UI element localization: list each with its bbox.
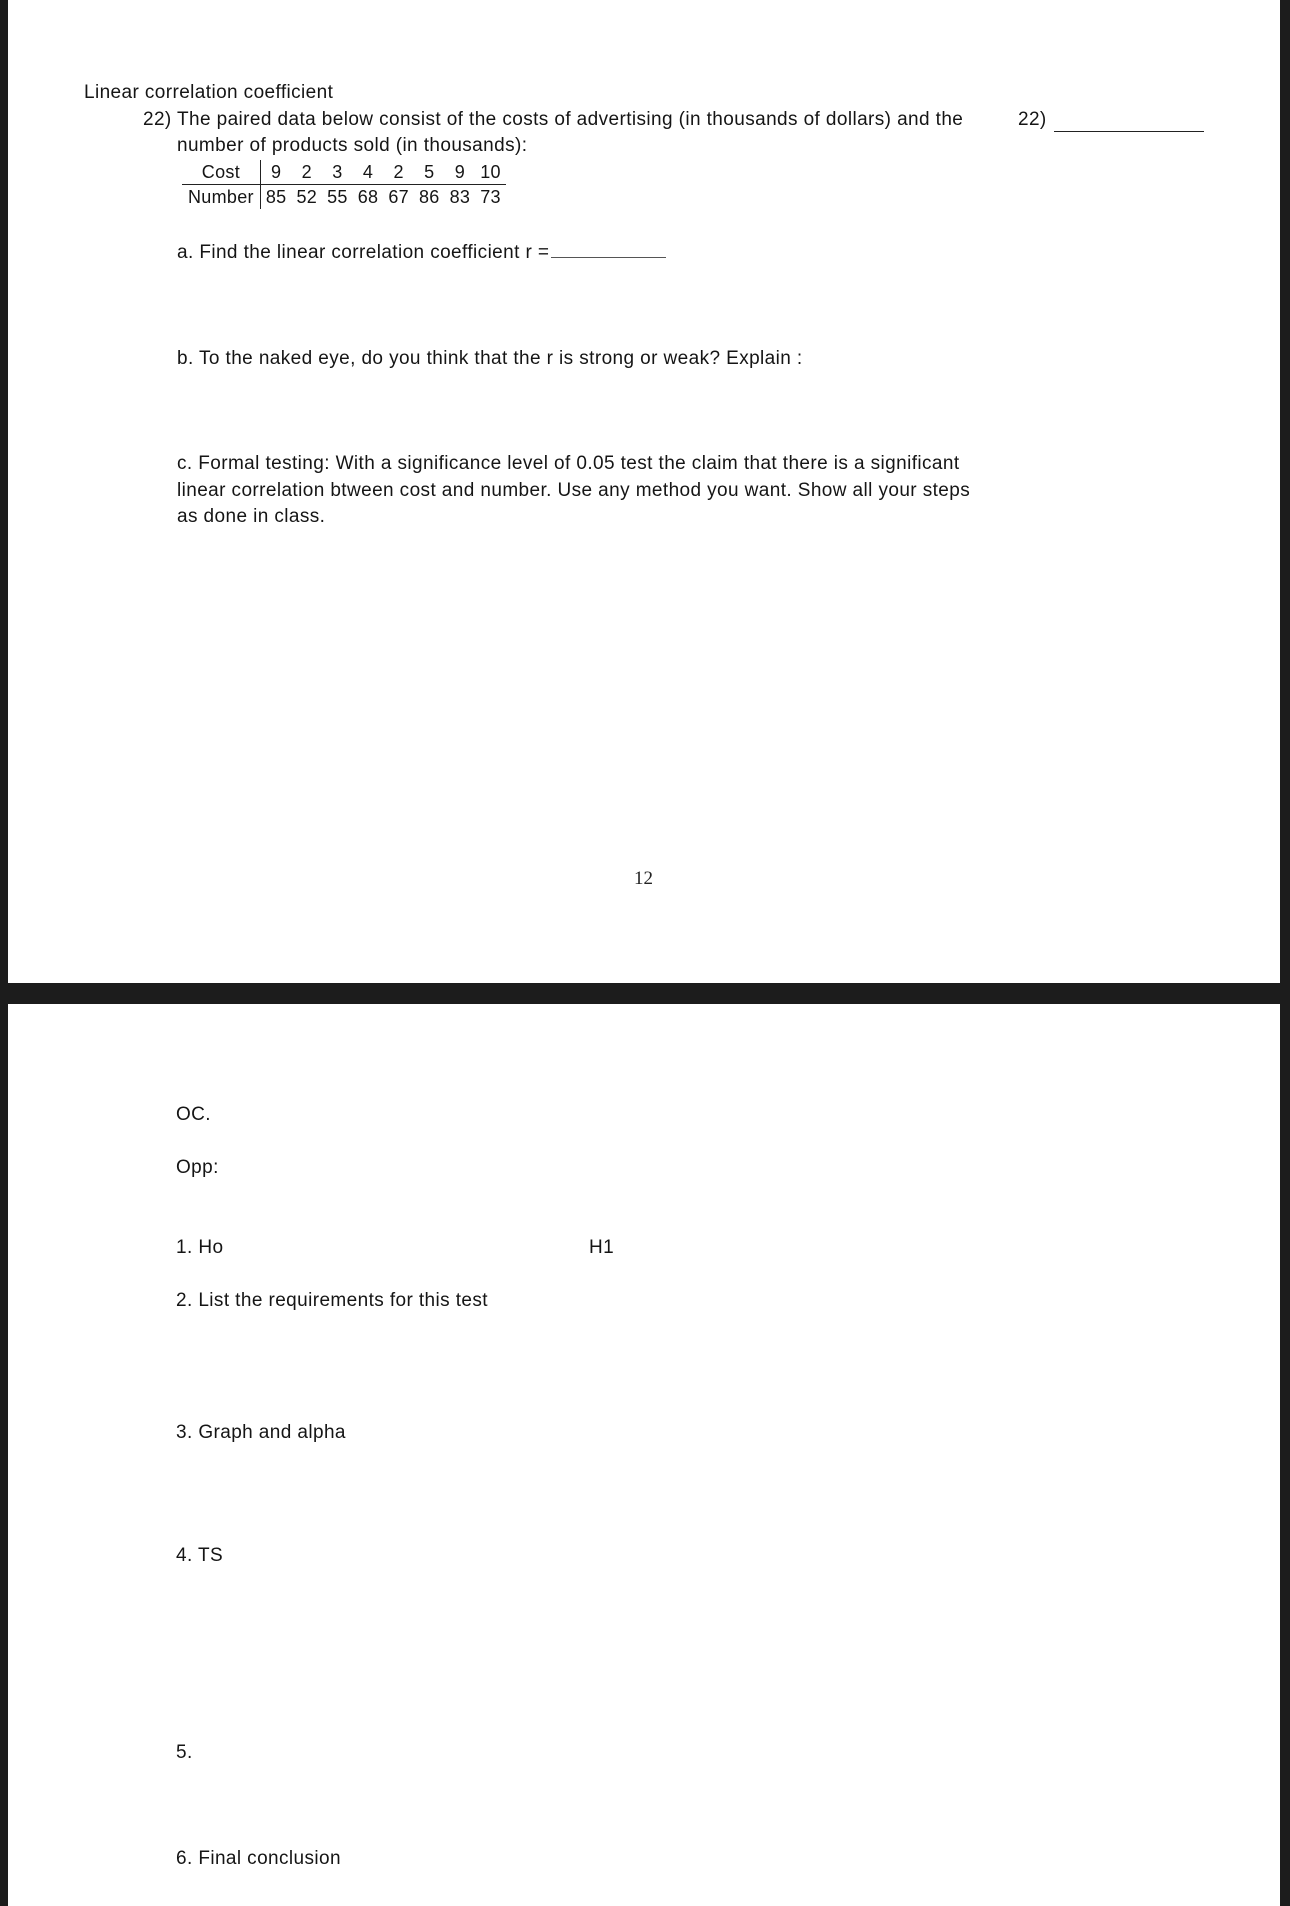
step-6-final-conclusion: 6. Final conclusion — [176, 1848, 341, 1869]
problem-text-line-2: number of products sold (in thousands): — [177, 135, 528, 156]
section-title: Linear correlation coefficient — [84, 82, 334, 103]
table-cell: 2 — [291, 160, 322, 185]
table-row-number — [182, 185, 506, 210]
step-3-graph-alpha: 3. Graph and alpha — [176, 1422, 346, 1443]
opp-label: Opp: — [176, 1157, 219, 1178]
r-answer-blank[interactable] — [551, 243, 666, 258]
step-5: 5. — [176, 1742, 193, 1763]
table-cell: 9 — [260, 160, 291, 185]
step-1-h1: H1 — [589, 1237, 615, 1258]
table-cell: 86 — [418, 186, 440, 207]
problem-text-line-1: The paired data below consist of the costs of advertising (in thousands of dollars) and the — [177, 109, 964, 130]
step-2-requirements: 2. List the requirements for this test — [176, 1290, 488, 1311]
table-cell: 85 — [265, 186, 287, 207]
table-cell: 68 — [357, 186, 379, 207]
step-1-ho: 1. Ho — [176, 1237, 224, 1258]
part-b-question: b. To the naked eye, do you think that the r is strong or weak? Explain : — [177, 348, 803, 369]
answer-label: 22) — [1018, 109, 1047, 130]
table-cell: 52 — [296, 186, 318, 207]
table-cell: 4 — [353, 160, 384, 185]
table-cell: 2 — [383, 160, 414, 185]
table-cell: 55 — [327, 186, 348, 207]
paired-data-table — [182, 160, 506, 209]
worksheet-page-2 — [8, 1004, 1280, 1906]
answer-blank-line[interactable] — [1054, 131, 1204, 132]
number-label: Number — [182, 185, 260, 210]
table-cell: 3 — [322, 160, 353, 185]
worksheet-page-1 — [8, 0, 1280, 983]
oc-label: OC. — [176, 1104, 211, 1125]
problem-number: 22) — [143, 109, 172, 130]
table-cell: 5 — [414, 160, 445, 185]
part-c-line-3: as done in class. — [177, 506, 326, 527]
step-4-ts: 4. TS — [176, 1545, 224, 1566]
table-cell: 73 — [480, 186, 501, 207]
page-number: 12 — [634, 868, 653, 889]
table-row-cost — [182, 160, 506, 185]
part-a-question — [177, 240, 666, 266]
table-cell: 83 — [449, 186, 471, 207]
part-c-line-1: c. Formal testing: With a significance level of 0.05 test the claim that there is a significant — [177, 453, 960, 474]
table-cell: 67 — [388, 186, 409, 207]
part-a-text: a. Find the linear correlation coefficient r = — [177, 242, 550, 263]
cost-label: Cost — [182, 160, 260, 185]
part-c-line-2: linear correlation btween cost and number. Use any method you want. Show all your steps — [177, 480, 971, 501]
table-cell: 10 — [475, 160, 506, 185]
table-cell: 9 — [445, 160, 476, 185]
